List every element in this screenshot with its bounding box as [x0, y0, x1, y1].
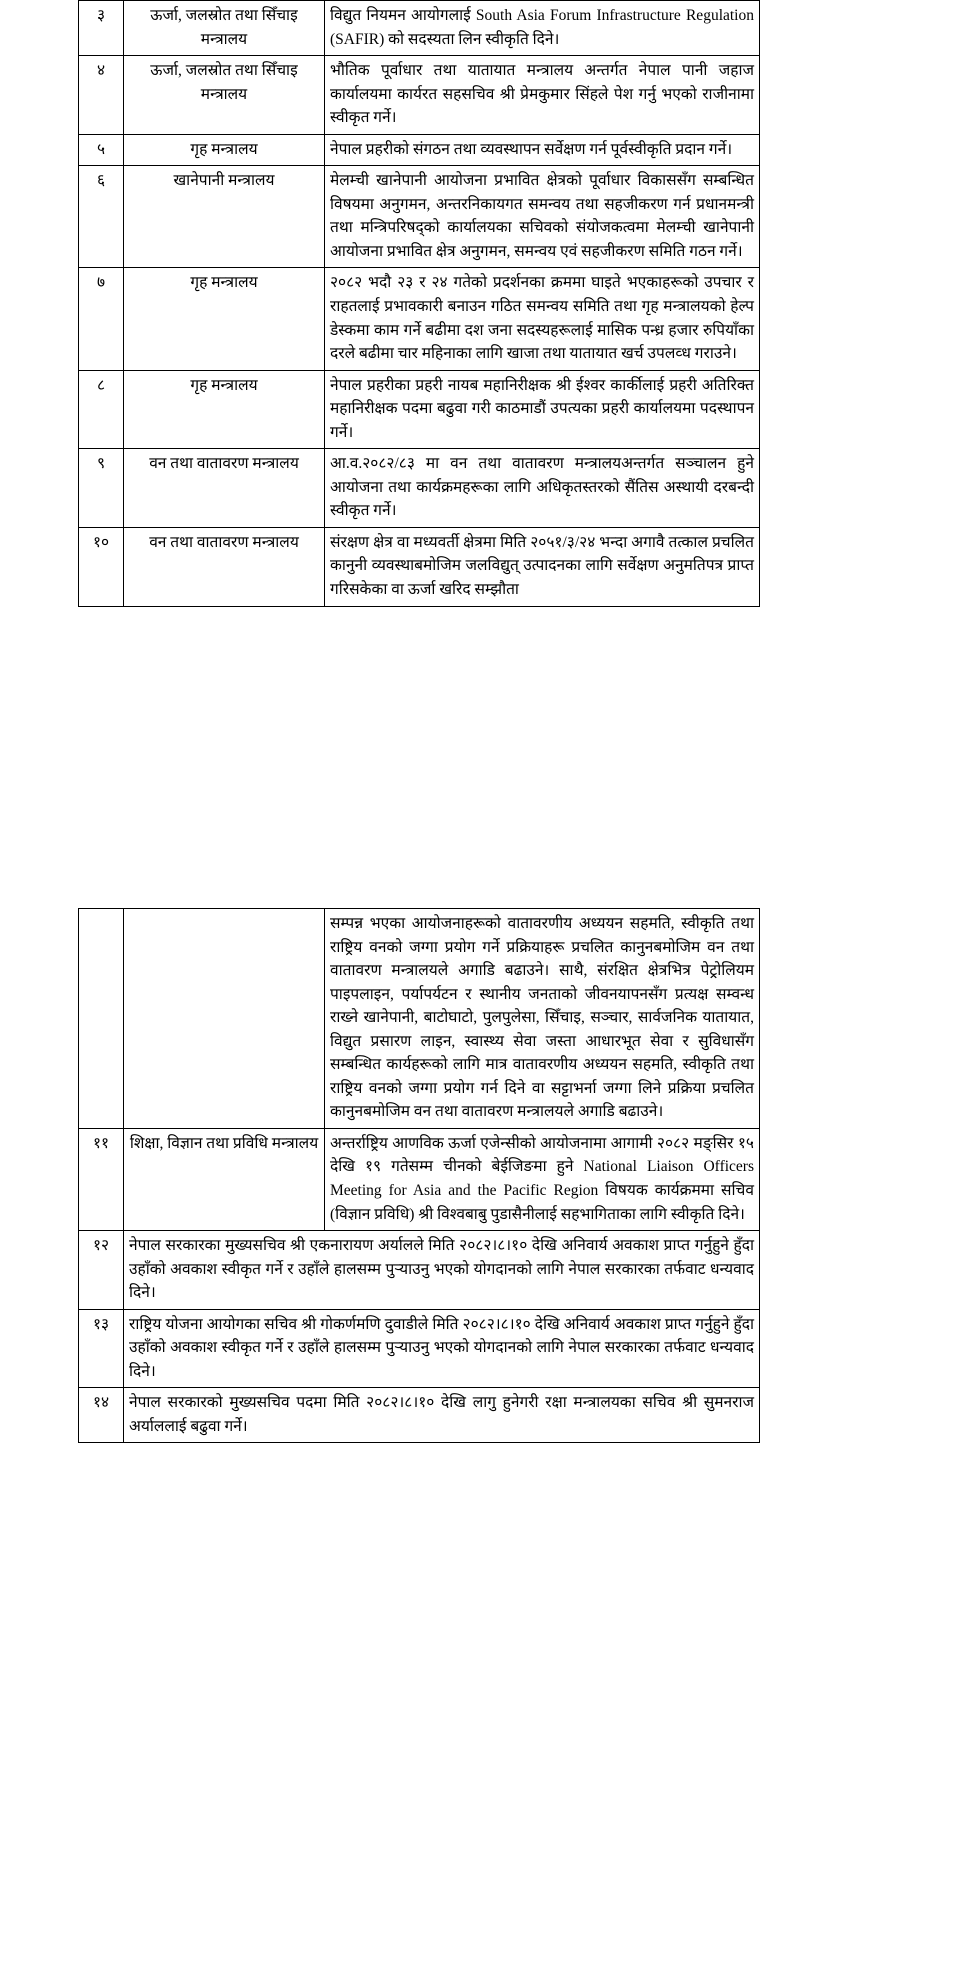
row-serial-number: ३: [79, 1, 124, 56]
table-row: [79, 268, 760, 370]
row-ministry: गृह मन्त्रालय: [124, 134, 325, 166]
row-ministry: [124, 909, 325, 1129]
row-ministry: वन तथा वातावरण मन्त्रालय: [124, 449, 325, 528]
decisions-table-bottom: [78, 908, 760, 1443]
row-serial-number: ११: [79, 1128, 124, 1230]
row-decision-text: राष्ट्रिय योजना आयोगका सचिव श्री गोकर्णमणि दुवाडीले मिति २०८२।८।१० देखि अनिवार्य अवकाश प्राप्त गर्नुहुने हुँदा उहाँको अवकाश स्वीकृत गर्ने र उहाँले हालसम्म पुऱ्याउनु भएको योगदानको लागि नेपाल सरकारका तर्फवाट धन्यवाद दिने।: [124, 1309, 760, 1388]
row-serial-number: ८: [79, 370, 124, 449]
table-row: [79, 449, 760, 528]
row-decision-text: अन्तर्राष्ट्रिय आणविक ऊर्जा एजेन्सीको आयोजनामा आगामी २०८२ मङ्सिर १५ देखि १९ गतेसम्म चीनको बेईजिङमा हुने National Liaison Officers Meeting for Asia and the Pacific Region विषयक कार्यक्रममा सचिव (विज्ञान प्रविधि) श्री विश्वबाबु पुडासैनीलाई सहभागिताका लागि स्वीकृति दिने।: [325, 1128, 760, 1230]
row-serial-number: ४: [79, 56, 124, 135]
table-row: [79, 527, 760, 606]
table-row: [79, 1128, 760, 1230]
row-serial-number: १०: [79, 527, 124, 606]
row-serial-number: १३: [79, 1309, 124, 1388]
table-row: [79, 1, 760, 56]
row-decision-text: नेपाल प्रहरीको संगठन तथा व्यवस्थापन सर्वेक्षण गर्न पूर्वस्वीकृति प्रदान गर्ने।: [325, 134, 760, 166]
row-ministry: शिक्षा, विज्ञान तथा प्रविधि मन्त्रालय: [124, 1128, 325, 1230]
table-row: [79, 166, 760, 268]
table-row: [79, 1388, 760, 1443]
row-serial-number: ७: [79, 268, 124, 370]
row-ministry: ऊर्जा, जलस्रोत तथा सिँचाइ मन्त्रालय: [124, 1, 325, 56]
row-decision-text: नेपाल प्रहरीका प्रहरी नायब महानिरीक्षक श्री ईश्वर कार्कीलाई प्रहरी अतिरिक्त महानिरीक्षक पदमा बढुवा गरी काठमाडौं उपत्यका प्रहरी कार्यालयमा पदस्थापन गर्ने।: [325, 370, 760, 449]
row-serial-number: १२: [79, 1231, 124, 1310]
row-serial-number: ५: [79, 134, 124, 166]
decisions-table-top: [78, 0, 760, 607]
row-decision-text: भौतिक पूर्वाधार तथा यातायात मन्त्रालय अन्तर्गत नेपाल पानी जहाज कार्यालयमा कार्यरत सहसचिव श्री प्रेमकुमार सिंहले पेश गर्नु भएको राजीनामा स्वीकृत गर्ने।: [325, 56, 760, 135]
table-row: [79, 1309, 760, 1388]
row-decision-text: आ.व.२०८२/८३ मा वन तथा वातावरण मन्त्रालयअन्तर्गत सञ्चालन हुने आयोजना तथा कार्यक्रमहरूका लागि अधिकृतस्तरको सैंतिस अस्थायी दरबन्दी स्वीकृत गर्ने।: [325, 449, 760, 528]
row-ministry: ऊर्जा, जलस्रोत तथा सिँचाइ मन्त्रालय: [124, 56, 325, 135]
table-row: [79, 1231, 760, 1310]
row-ministry: गृह मन्त्रालय: [124, 268, 325, 370]
row-serial-number: ९: [79, 449, 124, 528]
row-ministry: खानेपानी मन्त्रालय: [124, 166, 325, 268]
row-decision-text: २०८२ भदौ २३ र २४ गतेको प्रदर्शनका क्रममा घाइते भएकाहरूको उपचार र राहतलाई प्रभावकारी बनाउन गठित समन्वय समिति तथा गृह मन्त्रालयको हेल्प डेस्कमा काम गर्ने बढीमा दश जना सदस्यहरूलाई मासिक पन्ध्र हजार रुपियाँका दरले बढीमा चार महिनाका लागि खाजा तथा यातायात खर्च उपलव्ध गराउने।: [325, 268, 760, 370]
row-ministry: गृह मन्त्रालय: [124, 370, 325, 449]
row-decision-text: नेपाल सरकारका मुख्यसचिव श्री एकनारायण अर्यालले मिति २०८२।८।१० देखि अनिवार्य अवकाश प्राप्त गर्नुहुने हुँदा उहाँको अवकाश स्वीकृत गर्ने र उहाँले हालसम्म पुऱ्याउनु भएको योगदानको लागि नेपाल सरकारका तर्फवाट धन्यवाद दिने।: [124, 1231, 760, 1310]
table-row: [79, 134, 760, 166]
row-serial-number: १४: [79, 1388, 124, 1443]
row-decision-text: संरक्षण क्षेत्र वा मध्यवर्ती क्षेत्रमा मिति २०५१/३/२४ भन्दा अगावै तत्काल प्रचलित कानुनी व्यवस्थाबमोजिम जलविद्युत् उत्पादनका लागि सर्वेक्षण अनुमतिपत्र प्राप्त गरिसकेका वा ऊर्जा खरिद सम्झौता: [325, 527, 760, 606]
table-row: [79, 56, 760, 135]
table-row: [79, 370, 760, 449]
row-decision-text: मेलम्ची खानेपानी आयोजना प्रभावित क्षेत्रको पूर्वाधार विकाससँग सम्बन्धित विषयमा अनुगमन, अन्तरनिकायगत समन्वय तथा सहजीकरण गर्न प्रधानमन्त्री तथा मन्त्रिपरिषद्को कार्यालयका सचिवको संयोजकत्वमा मेलम्ची खानेपानी आयोजना प्रभावित क्षेत्र अनुगमन, समन्वय एवं सहजीकरण समिति गठन गर्ने।: [325, 166, 760, 268]
row-decision-text: नेपाल सरकारको मुख्यसचिव पदमा मिति २०८२।८।१० देखि लागु हुनेगरी रक्षा मन्त्रालयका सचिव श्री सुमनराज अर्याललाई बढुवा गर्ने।: [124, 1388, 760, 1443]
row-serial-number: [79, 909, 124, 1129]
row-ministry: वन तथा वातावरण मन्त्रालय: [124, 527, 325, 606]
top-table-block: [0, 0, 760, 607]
row-decision-text: विद्युत नियमन आयोगलाई South Asia Forum Infrastructure Regulation (SAFIR) को सदस्यता लिन स्वीकृति दिने।: [325, 1, 760, 56]
row-serial-number: ६: [79, 166, 124, 268]
bottom-table-block: [0, 908, 760, 1443]
row-decision-text: सम्पन्न भएका आयोजनाहरूको वातावरणीय अध्ययन सहमति, स्वीकृति तथा राष्ट्रिय वनको जग्गा प्रयोग गर्ने प्रक्रियाहरू प्रचलित कानुनबमोजिम वन तथा वातावरण मन्त्रालयले अगाडि बढाउने। साथै, संरक्षित क्षेत्रभित्र पेट्रोलियम पाइपलाइन, पर्यापर्यटन र स्थानीय जनताको जीवनयापनसँग प्रत्यक्ष सम्वन्ध राख्ने खानेपानी, बाटोघाटो, पुलपुलेसा, सिँचाइ, सञ्चार, सार्वजनिक यातायात, विद्युत प्रसारण लाइन, स्वास्थ्य सेवा जस्ता आधारभूत सेवा र सुविधासँग सम्बन्धित कार्यहरूको लागि मात्र वातावरणीय अध्ययन सहमति, स्वीकृति तथा राष्ट्रिय वनको जग्गा प्रयोग गर्न दिने वा सट्टाभर्ना जग्गा लिने प्रक्रिया प्रचलित कानुनबमोजिम वन तथा वातावरण मन्त्रालयले अगाडि बढाउने।: [325, 909, 760, 1129]
table-row: [79, 909, 760, 1129]
